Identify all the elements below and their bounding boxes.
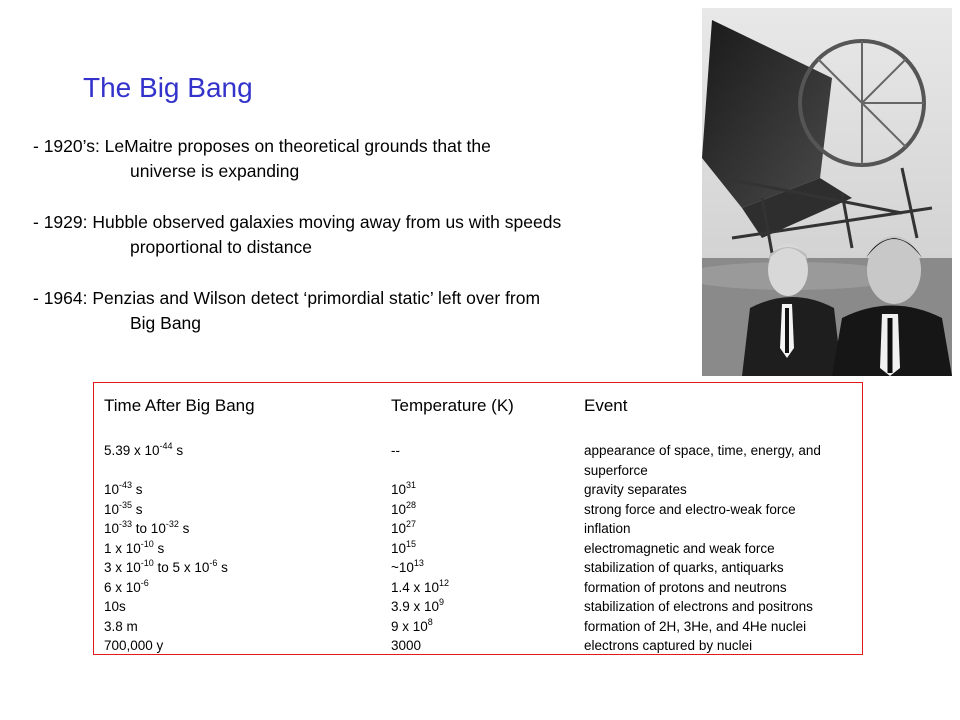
col-header-time: Time After Big Bang: [104, 396, 255, 415]
col-header-temperature: Temperature (K): [391, 396, 514, 415]
exponent: -6: [209, 558, 218, 568]
cell-time: $10^{-33}$ to $10^{-32}$ s: [104, 519, 190, 536]
bullet-list: [33, 134, 693, 362]
cell-event: gravity separates: [584, 482, 687, 497]
col-header-event: Event: [584, 396, 628, 415]
table-row: [94, 597, 862, 617]
cell-temperature: 9 x $10^8$: [391, 616, 433, 634]
table-body: [94, 441, 862, 656]
exponent: 15: [406, 538, 417, 549]
cell-event: stabilization of electrons and positrons: [584, 599, 813, 614]
exponent: -6: [140, 577, 149, 588]
table-row: [94, 578, 862, 598]
cell-event: inflation: [584, 521, 631, 536]
cell-temperature: $\sim 10^{13}$: [391, 558, 424, 575]
exponent: -43: [119, 480, 133, 490]
bullet-item: [33, 286, 693, 336]
slide-title: The Big Bang: [83, 72, 253, 103]
table-row: [94, 636, 862, 656]
exponent: 13: [413, 558, 424, 568]
table-row: [94, 441, 862, 480]
exponent: -10: [140, 538, 154, 549]
cell-time: $10^{-35}$ s: [104, 499, 143, 517]
exponent: -32: [165, 519, 179, 529]
bullet-lead: - 1920’s: LeMaitre proposes on theoretical grounds that the: [33, 136, 491, 156]
table-row: [94, 480, 862, 500]
cell-time: 6 x $10^{-6}$: [104, 577, 149, 595]
exponent: 12: [439, 577, 450, 588]
exponent: -44: [159, 441, 173, 451]
table-row: [94, 617, 862, 637]
cell-event: electromagnetic and weak force: [584, 540, 775, 556]
penzias-wilson-photo: [702, 8, 952, 376]
cell-event: strong force and electro-weak force: [584, 501, 796, 517]
exponent: 9: [439, 597, 445, 607]
cell-temperature: 3.9 x $10^9$: [391, 597, 445, 614]
cell-event: appearance of space, time, energy, and superforce: [584, 443, 821, 478]
cell-event: electrons captured by nuclei: [584, 638, 753, 653]
table-row: [94, 539, 862, 559]
exponent: -33: [119, 519, 133, 529]
exponent: -35: [119, 499, 133, 510]
cell-temperature: $10^{28}$: [391, 499, 417, 517]
table-row: [94, 558, 862, 578]
cell-event: stabilization of quarks, antiquarks: [584, 560, 784, 575]
bullet-lead: - 1929: Hubble observed galaxies moving away from us with speeds: [33, 212, 562, 232]
cell-time: 3 x $10^{-10}$ to 5 x $10^{-6}$ s: [104, 558, 228, 575]
cell-temperature: 3000: [391, 638, 422, 653]
cell-time: 700,000 y: [104, 638, 164, 653]
cell-temperature: $10^{27}$: [391, 519, 417, 536]
bullet-continuation: universe is expanding: [130, 161, 300, 181]
cell-temperature: 1.4 x $10^{12}$: [391, 577, 450, 595]
cell-temperature: $10^{31}$: [391, 480, 417, 497]
exponent: 27: [406, 519, 417, 529]
exponent: 28: [406, 499, 417, 510]
bullet-item: [33, 210, 693, 260]
cell-time: 5.39 x $10^{-44}$ s: [104, 441, 184, 458]
cell-temperature: $10^{15}$: [391, 538, 417, 556]
cell-time: $10^{-43}$ s: [104, 480, 143, 497]
cell-time: 3.8 m: [104, 618, 138, 634]
cell-event: formation of 2H, 3He, and 4He nuclei: [584, 618, 807, 634]
bullet-lead: - 1964: Penzias and Wilson detect ‘primordial static’ left over from: [33, 288, 541, 308]
exponent: 8: [427, 616, 433, 627]
cell-temperature: --: [391, 443, 400, 458]
exponent: 31: [406, 480, 417, 490]
table-row: [94, 519, 862, 539]
cell-time: 10s: [104, 599, 126, 614]
timeline-table: [93, 382, 863, 655]
exponent: -10: [140, 558, 154, 568]
bullet-continuation: proportional to distance: [130, 237, 312, 257]
bullet-item: [33, 134, 693, 184]
cell-time: 1 x $10^{-10}$ s: [104, 538, 165, 556]
bullet-continuation: Big Bang: [130, 313, 202, 333]
cell-event: formation of protons and neutrons: [584, 579, 787, 595]
table-row: [94, 500, 862, 520]
